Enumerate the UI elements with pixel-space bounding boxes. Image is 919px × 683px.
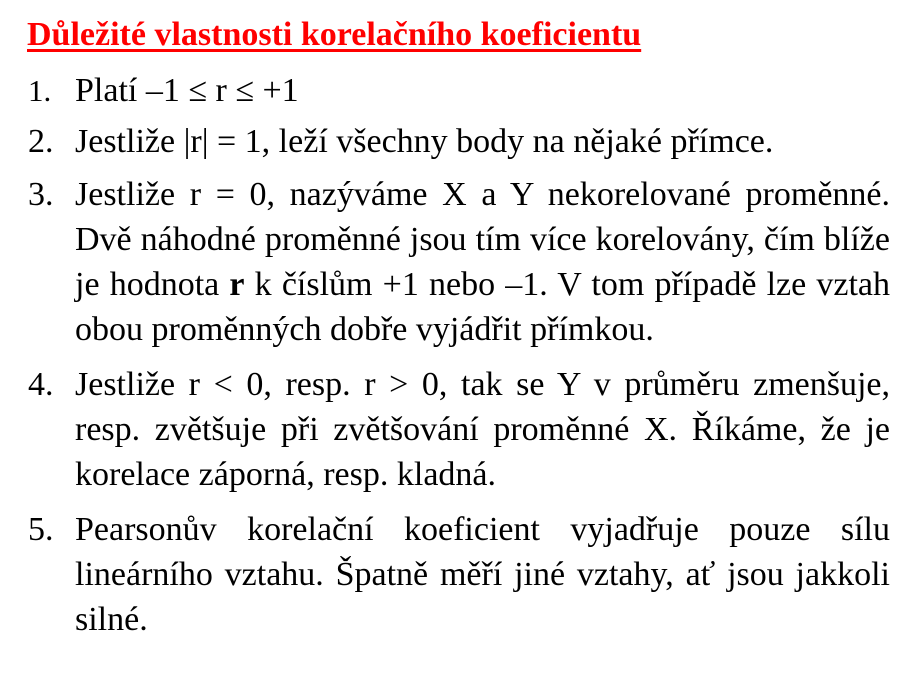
list-item [28, 362, 890, 497]
list-item [28, 119, 890, 164]
bold-variable-r: r [229, 266, 245, 303]
item-number: 1. [28, 73, 52, 108]
item-text [75, 172, 890, 352]
item-text: Jestliže r < 0, resp. r > 0, tak se Y v průměru zmenšuje, resp. zvětšuje při zvětšování proměnné X. Říkáme, že je korelace záporná, resp. kladná. [75, 366, 890, 493]
list-item [28, 507, 890, 642]
list-item [28, 68, 890, 113]
item-number: 4. [28, 366, 54, 403]
item-text-part: k číslům +1 nebo –1. V tom případě lze vztah obou proměnných dobře vyjádřit přímkou. [75, 266, 890, 348]
item-text-part: Jestliže r = 0, nazýváme X a Y nekorelované proměnné. Dvě náhodné proměnné jsou tím více korelovány, čím blíže je hodnota [75, 176, 890, 303]
item-text: Jestliže |r| = 1, leží všechny body na nějaké přímce. [75, 123, 774, 160]
item-number: 5. [28, 511, 54, 548]
properties-list [28, 68, 890, 642]
list-item [28, 172, 890, 352]
slide-title: Důležité vlastnosti korelačního koeficientu [27, 16, 642, 53]
item-text: Platí –1 ≤ r ≤ +1 [75, 72, 299, 109]
item-number: 2. [28, 123, 54, 160]
item-text: Pearsonův korelační koeficient vyjadřuje pouze sílu lineárního vztahu. Špatně měří jiné vztahy, ať jsou jakkoli silné. [75, 511, 890, 638]
item-number: 3. [28, 176, 54, 213]
